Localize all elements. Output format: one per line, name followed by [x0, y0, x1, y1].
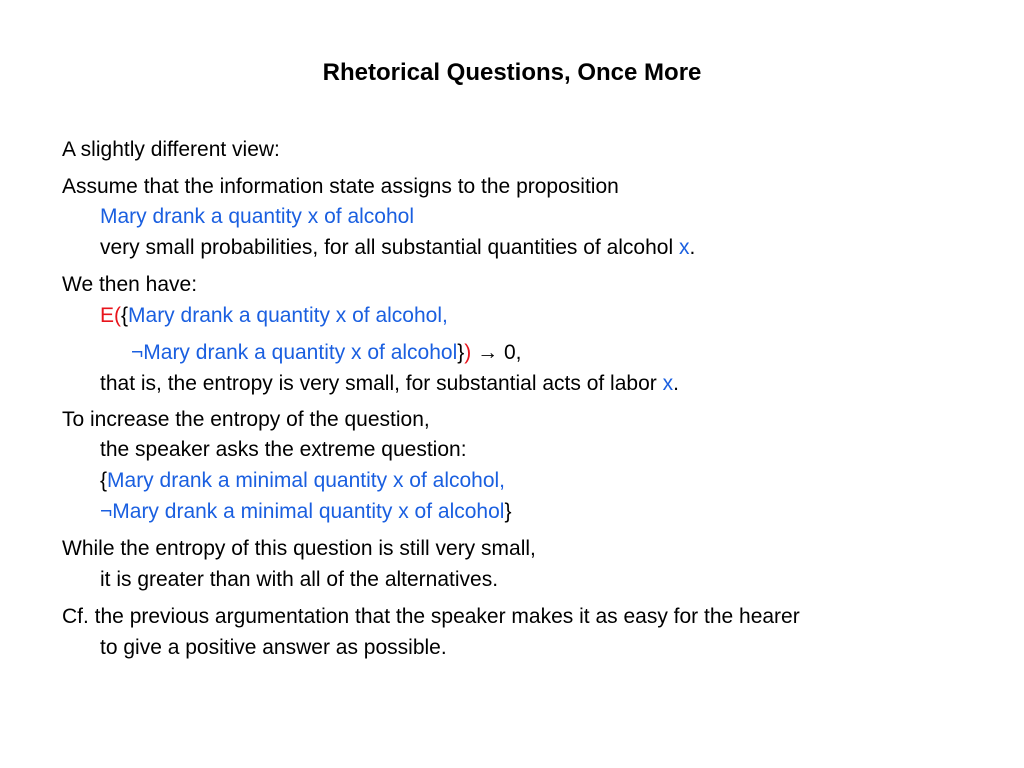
negated-minimal-line [100, 499, 511, 525]
entropy-function: E( [100, 304, 121, 327]
open-brace: { [121, 304, 129, 327]
minimal-proposition-line [100, 468, 505, 494]
explanation-text: that is, the entropy is very small, for substantial acts of labor [100, 372, 663, 395]
negated-proposition-line [131, 340, 521, 366]
period: . [673, 372, 679, 395]
close-brace: } [504, 500, 512, 523]
assume-line: Assume that the information state assigns to the proposition [62, 175, 619, 198]
we-then-have-line: We then have: [62, 273, 198, 296]
minimal-proposition: Mary drank a minimal quantity x of alcohol, [107, 469, 506, 492]
probabilities-text: very small probabilities, for all substantial quantities of alcohol [100, 236, 679, 259]
positive-answer-line: to give a positive answer as possible. [100, 636, 447, 659]
arrow-zero: → 0, [471, 341, 522, 364]
slide-title: Rhetorical Questions, Once More [322, 59, 702, 86]
negation-symbol: ¬ [131, 341, 144, 364]
period: . [689, 236, 696, 259]
increase-entropy-line: To increase the entropy of the question, [62, 408, 430, 431]
proposition-line: Mary drank a quantity x of alcohol [100, 205, 414, 228]
entropy-formula-line [100, 303, 448, 329]
entropy-explanation-line [100, 371, 679, 397]
variable-x: x [662, 372, 674, 395]
while-entropy-line: While the entropy of this question is still very small, [62, 537, 536, 560]
variable-x: x [678, 236, 690, 259]
negated-minimal-proposition: Mary drank a minimal quantity x of alcohol [112, 500, 505, 523]
close-paren: ) [464, 341, 472, 364]
probabilities-line [100, 235, 695, 261]
open-brace: { [100, 469, 108, 492]
cf-line: Cf. the previous argumentation that the speaker makes it as easy for the hearer [62, 605, 800, 628]
negation-symbol: ¬ [100, 500, 113, 523]
extreme-question-line: the speaker asks the extreme question: [100, 438, 467, 461]
close-brace: } [457, 341, 465, 364]
formula-proposition: Mary drank a quantity x of alcohol, [128, 304, 448, 327]
intro-line: A slightly different view: [62, 138, 280, 161]
greater-line: it is greater than with all of the alternatives. [100, 568, 499, 591]
negated-proposition: Mary drank a quantity x of alcohol [143, 341, 458, 364]
